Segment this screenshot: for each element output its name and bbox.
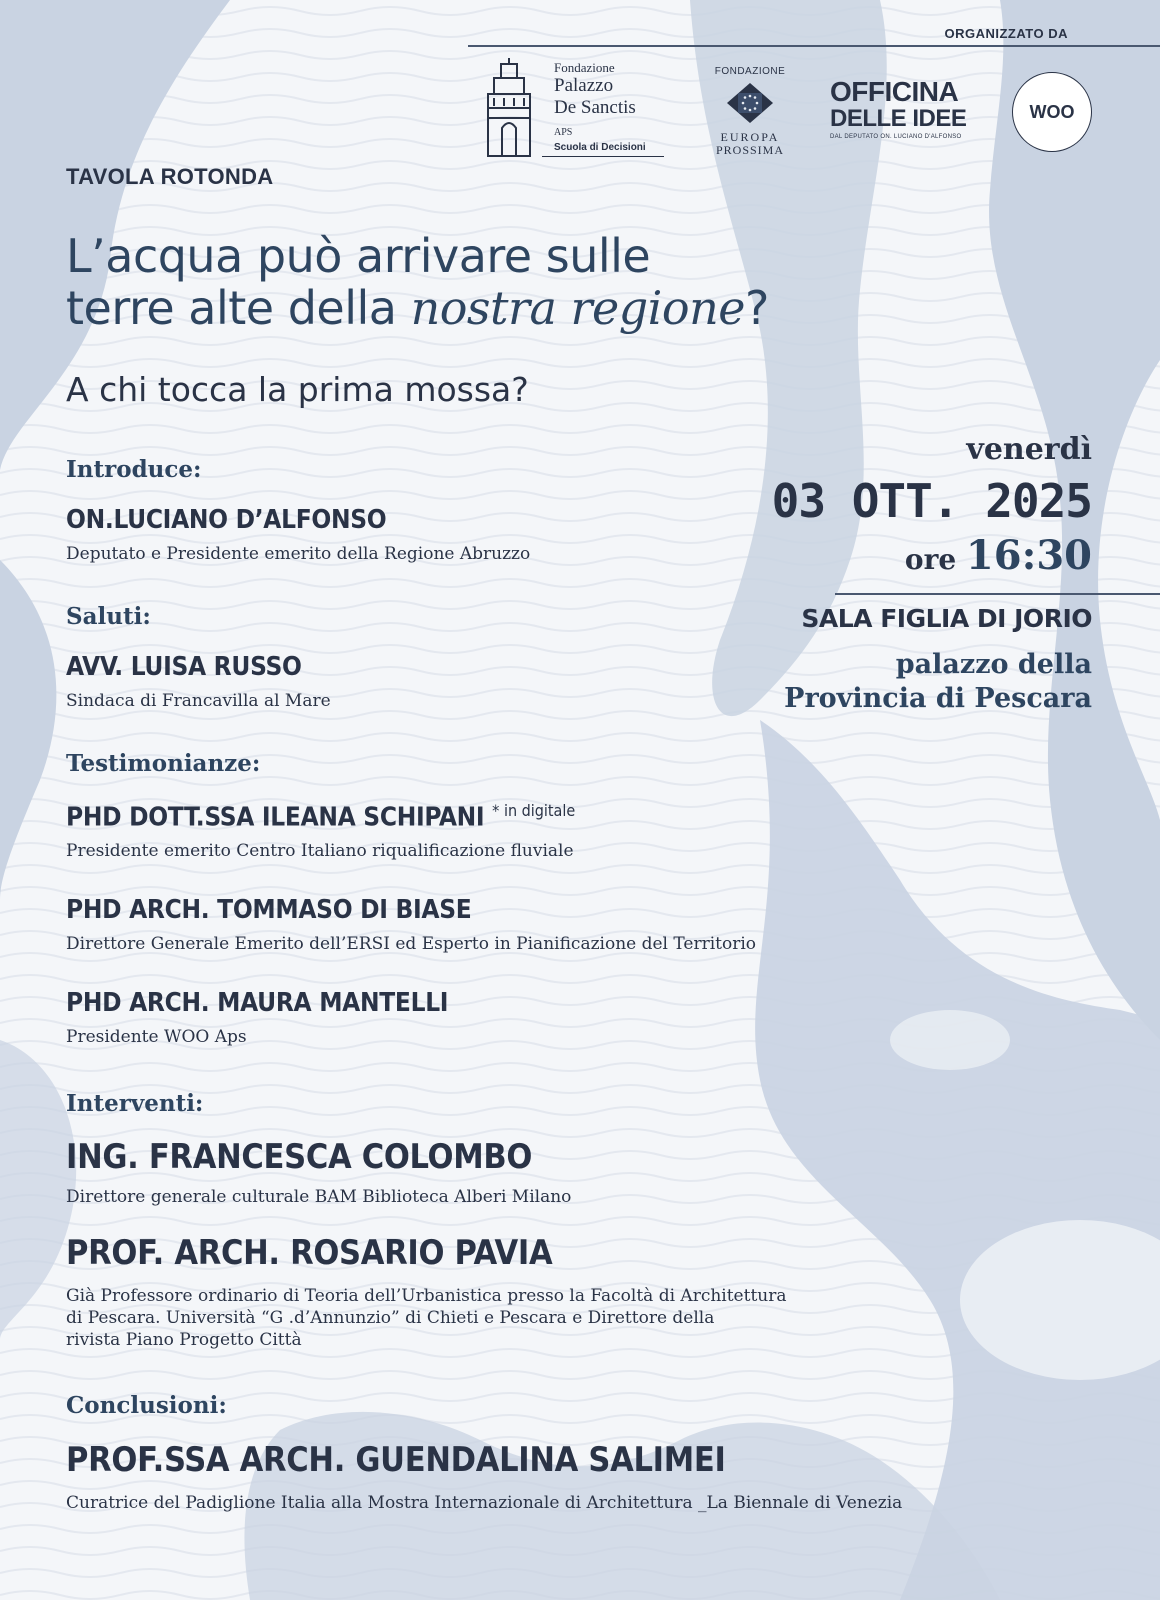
header-rule — [468, 45, 1160, 47]
venue-address — [784, 648, 1092, 716]
speaker-name: ON.LUCIANO D’ALFONSO — [66, 505, 387, 535]
role-line2: di Pescara. Università “G .d’Annunzio” di Chieti e Pescara e Direttore della — [66, 1308, 715, 1328]
title-line2-a: terre alte della — [66, 281, 411, 335]
section-conclusioni: Conclusioni: — [66, 1392, 227, 1419]
europa-line1: EUROPA — [720, 130, 780, 144]
palazzo-rule — [542, 156, 664, 157]
section-introduce: Introduce: — [66, 456, 202, 483]
event-day: venerdì — [966, 432, 1092, 467]
section-testimonianze: Testimonianze: — [66, 750, 261, 777]
officina-tagline: DAL DEPUTATO ON. LUCIANO D'ALFONSO — [830, 134, 962, 140]
role-line3: rivista Piano Progetto Città — [66, 1330, 302, 1350]
date-rule — [835, 593, 1160, 595]
event-time — [905, 532, 1092, 579]
tower-icon — [482, 58, 536, 158]
title-line2 — [66, 282, 1066, 334]
officina-delle-idee-logo — [830, 78, 975, 140]
event-subtitle: A chi tocca la prima mossa? — [66, 370, 529, 409]
speaker-role: Presidente WOO Aps — [66, 1027, 247, 1047]
speaker-role: Presidente emerito Centro Italiano riqualificazione fluviale — [66, 841, 574, 861]
speaker-name-text: PHD DOTT.SSA ILEANA SCHIPANI — [66, 802, 485, 833]
speaker-name: ING. FRANCESCA COLOMBO — [66, 1137, 533, 1177]
venue-line2: palazzo della — [895, 649, 1092, 680]
time-prefix: ore — [904, 543, 966, 576]
time-value: 16:30 — [965, 532, 1092, 579]
speaker-name: PROF. ARCH. ROSARIO PAVIA — [66, 1233, 553, 1273]
speaker-name — [66, 801, 575, 833]
venue-line3: Provincia di Pescara — [784, 683, 1092, 714]
speaker-name: AVV. LUISA RUSSO — [66, 652, 302, 682]
europa-prossima-logo — [700, 66, 800, 162]
palazzo-name-line1: Palazzo — [554, 75, 614, 96]
event-date: 03 OTT. 2025 — [771, 474, 1092, 528]
title-line2-b: ? — [744, 281, 769, 335]
palazzo-aps: APS — [554, 127, 573, 138]
eu-flag-icon — [727, 83, 773, 123]
event-title — [66, 230, 1066, 334]
speaker-role: Deputato e Presidente emerito della Regione Abruzzo — [66, 544, 531, 564]
section-interventi: Interventi: — [66, 1090, 204, 1117]
palazzo-tagline: Scuola di Decisioni — [554, 142, 646, 153]
speaker-name: PHD ARCH. MAURA MANTELLI — [66, 988, 449, 1018]
venue-name: SALA FIGLIA DI JORIO — [801, 604, 1092, 633]
title-line2-italic: nostra regione — [410, 281, 745, 335]
palazzo-fondazione-text: Fondazione — [554, 60, 615, 75]
digital-note: * in digitale — [492, 801, 576, 820]
speaker-role: Curatrice del Padiglione Italia alla Mostra Internazionale di Architettura _La Biennale di Venezia — [66, 1493, 903, 1513]
speaker-name: PHD ARCH. TOMMASO DI BIASE — [66, 895, 472, 925]
officina-line1: OFFICINA — [830, 76, 959, 107]
speaker-role: Sindaca di Francavilla al Mare — [66, 691, 331, 711]
event-kicker: TAVOLA ROTONDA — [66, 164, 274, 189]
title-line1: L’acqua può arrivare sulle — [66, 229, 651, 283]
palazzo-name-line2: De Sanctis — [554, 97, 636, 118]
organizers-label: ORGANIZZATO DA — [944, 26, 1068, 41]
speaker-role: Direttore generale culturale BAM Biblioteca Alberi Milano — [66, 1187, 572, 1207]
palazzo-de-sanctis-logo — [482, 58, 664, 160]
speaker-role: Direttore Generale Emerito dell’ERSI ed Esperto in Pianificazione del Territorio — [66, 934, 757, 954]
section-saluti: Saluti: — [66, 603, 151, 630]
europa-line2: PROSSIMA — [715, 143, 785, 157]
speaker-name: PROF.SSA ARCH. GUENDALINA SALIMEI — [66, 1440, 726, 1480]
role-line1: Già Professore ordinario di Teoria dell’Urbanistica presso la Facoltà di Architettura — [66, 1286, 787, 1306]
europa-fondazione-text: FONDAZIONE — [714, 66, 786, 77]
woo-logo: WOO — [1012, 72, 1092, 152]
speaker-role — [66, 1285, 787, 1351]
officina-line2: DELLE IDEE — [830, 105, 967, 132]
